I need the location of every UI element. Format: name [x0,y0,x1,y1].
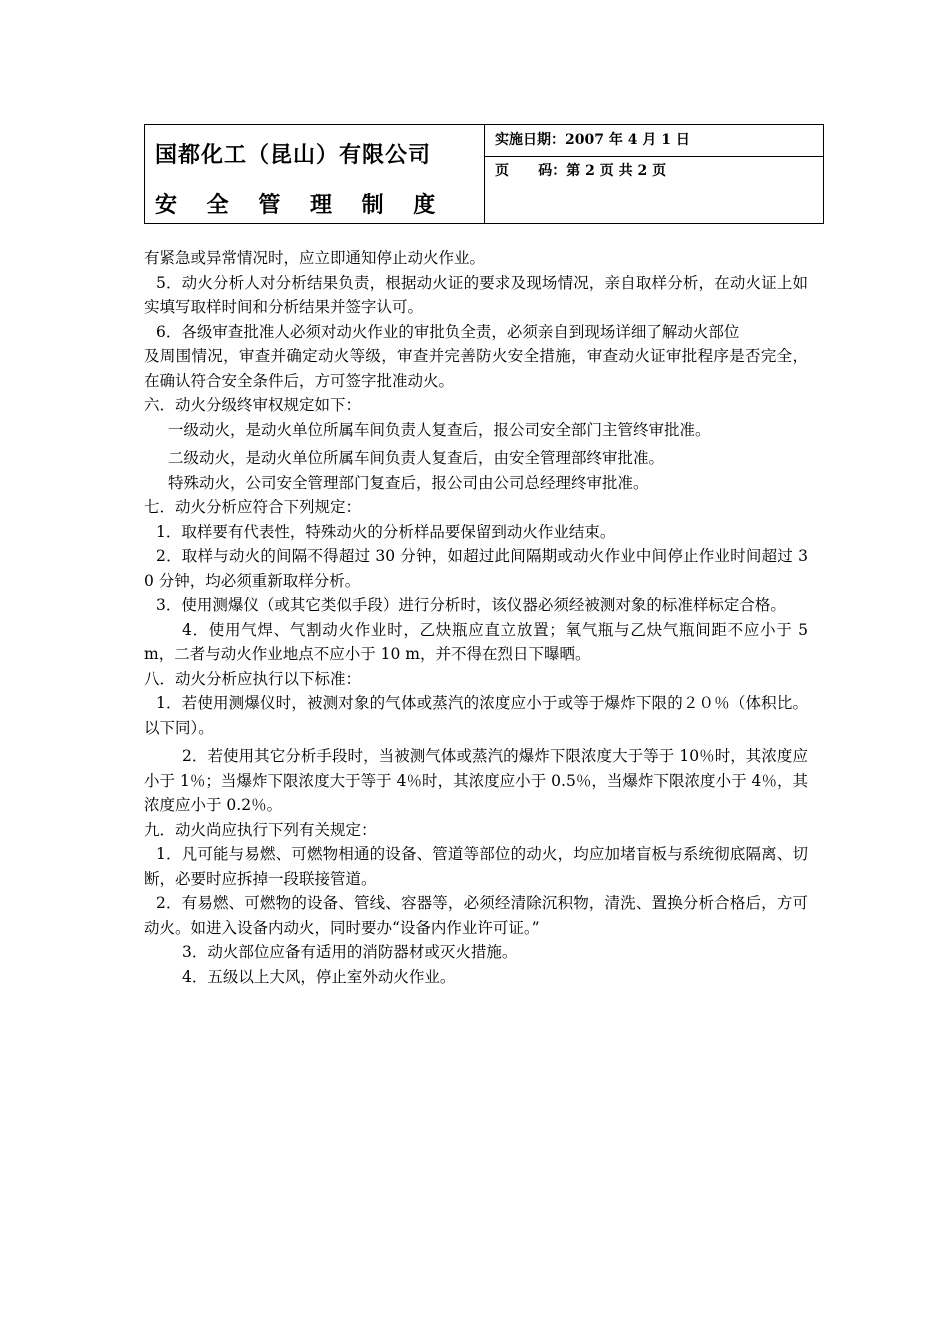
paragraph: 1．若使用测爆仪时，被测对象的气体或蒸汽的浓度应小于或等于爆炸下限的２０％（体积比。以下同）。 [144,694,808,737]
paragraph: 2．若使用其它分析手段时，当被测气体或蒸汽的爆炸下限浓度大于等于 10％时，其浓度应小于 1％；当爆炸下限浓度大于等于 4％时，其浓度应小于 0.5％，当爆炸下限浓度小于 4％，其浓度应小于 0.2％。 [144,747,808,814]
section-heading: 八．动火分析应执行以下标准： [144,669,362,688]
header-right-cell [485,125,823,223]
document-header-table [144,124,824,224]
paragraph: 有紧急或异常情况时，应立即通知停止动火作业。 [144,249,486,267]
document-title: 安 全 管 理 制 度 [155,192,447,218]
header-left-cell [145,125,485,223]
section-heading: 七．动火分析应符合下列规定： [144,498,362,516]
paragraph: 1．取样要有代表性，特殊动火的分析样品要保留到动火作业结束。 [156,522,616,541]
document-body [144,246,808,989]
paragraph: 5．动火分析人对分析结果负责，根据动火证的要求及现场情况，亲自取样分析，在动火证上如实填写取样时间和分析结果并签字认可。 [144,273,808,316]
paragraph: 2．有易燃、可燃物的设备、管线、容器等，必须经清除沉积物，清洗、置换分析合格后，方可动火。如进入设备内动火，同时要办“设备内作业许可证。” [144,894,808,937]
effective-date: 实施日期：2007 年 4 月 1 日 [485,125,823,157]
section-heading: 六．动火分级终审权规定如下： [144,396,362,414]
paragraph: 特殊动火，公司安全管理部门复查后，报公司由公司总经理终审批准。 [168,473,649,492]
paragraph: 3．动火部位应备有适用的消防器材或灭火措施。 [182,943,518,961]
company-name: 国都化工（昆山）有限公司 [155,142,432,168]
paragraph: 及周围情况，审查并确定动火等级，审查并完善防火安全措施，审查动火证审批程序是否完全，在确认符合安全条件后，方可签字批准动火。 [144,347,808,390]
section-heading: 九．动火尚应执行下列有关规定： [144,820,377,839]
paragraph: 一级动火，是动火单位所属车间负责人复查后，报公司安全部门主管终审批准。 [168,420,711,439]
paragraph: 二级动火，是动火单位所属车间负责人复查后，由安全管理部终审批准。 [168,449,665,467]
paragraph: 4．五级以上大风，停止室外动火作业。 [182,967,456,986]
page-number: 页 码：第 2 页 共 2 页 [495,163,667,179]
paragraph: 2．取样与动火的间隔不得超过 30 分钟，如超过此间隔期或动火作业中间停止作业时间超过 30 分钟，均必须重新取样分析。 [144,547,808,590]
paragraph: 1．凡可能与易燃、可燃物相通的设备、管道等部位的动火，均应加堵盲板与系统彻底隔离、切断，必要时应拆掉一段联接管道。 [144,845,808,888]
paragraph: 3．使用测爆仪（或其它类似手段）进行分析时，该仪器必须经被测对象的标准样标定合格。 [156,596,786,614]
paragraph: 4．使用气焊、气割动火作业时，乙炔瓶应直立放置；氧气瓶与乙炔气瓶间距不应小于 5 m，二者与动火作业地点不应小于 10 m，并不得在烈日下曝晒。 [144,620,808,663]
paragraph: 6．各级审查批准人必须对动火作业的审批负全责，必须亲自到现场详细了解动火部位 [156,322,740,341]
